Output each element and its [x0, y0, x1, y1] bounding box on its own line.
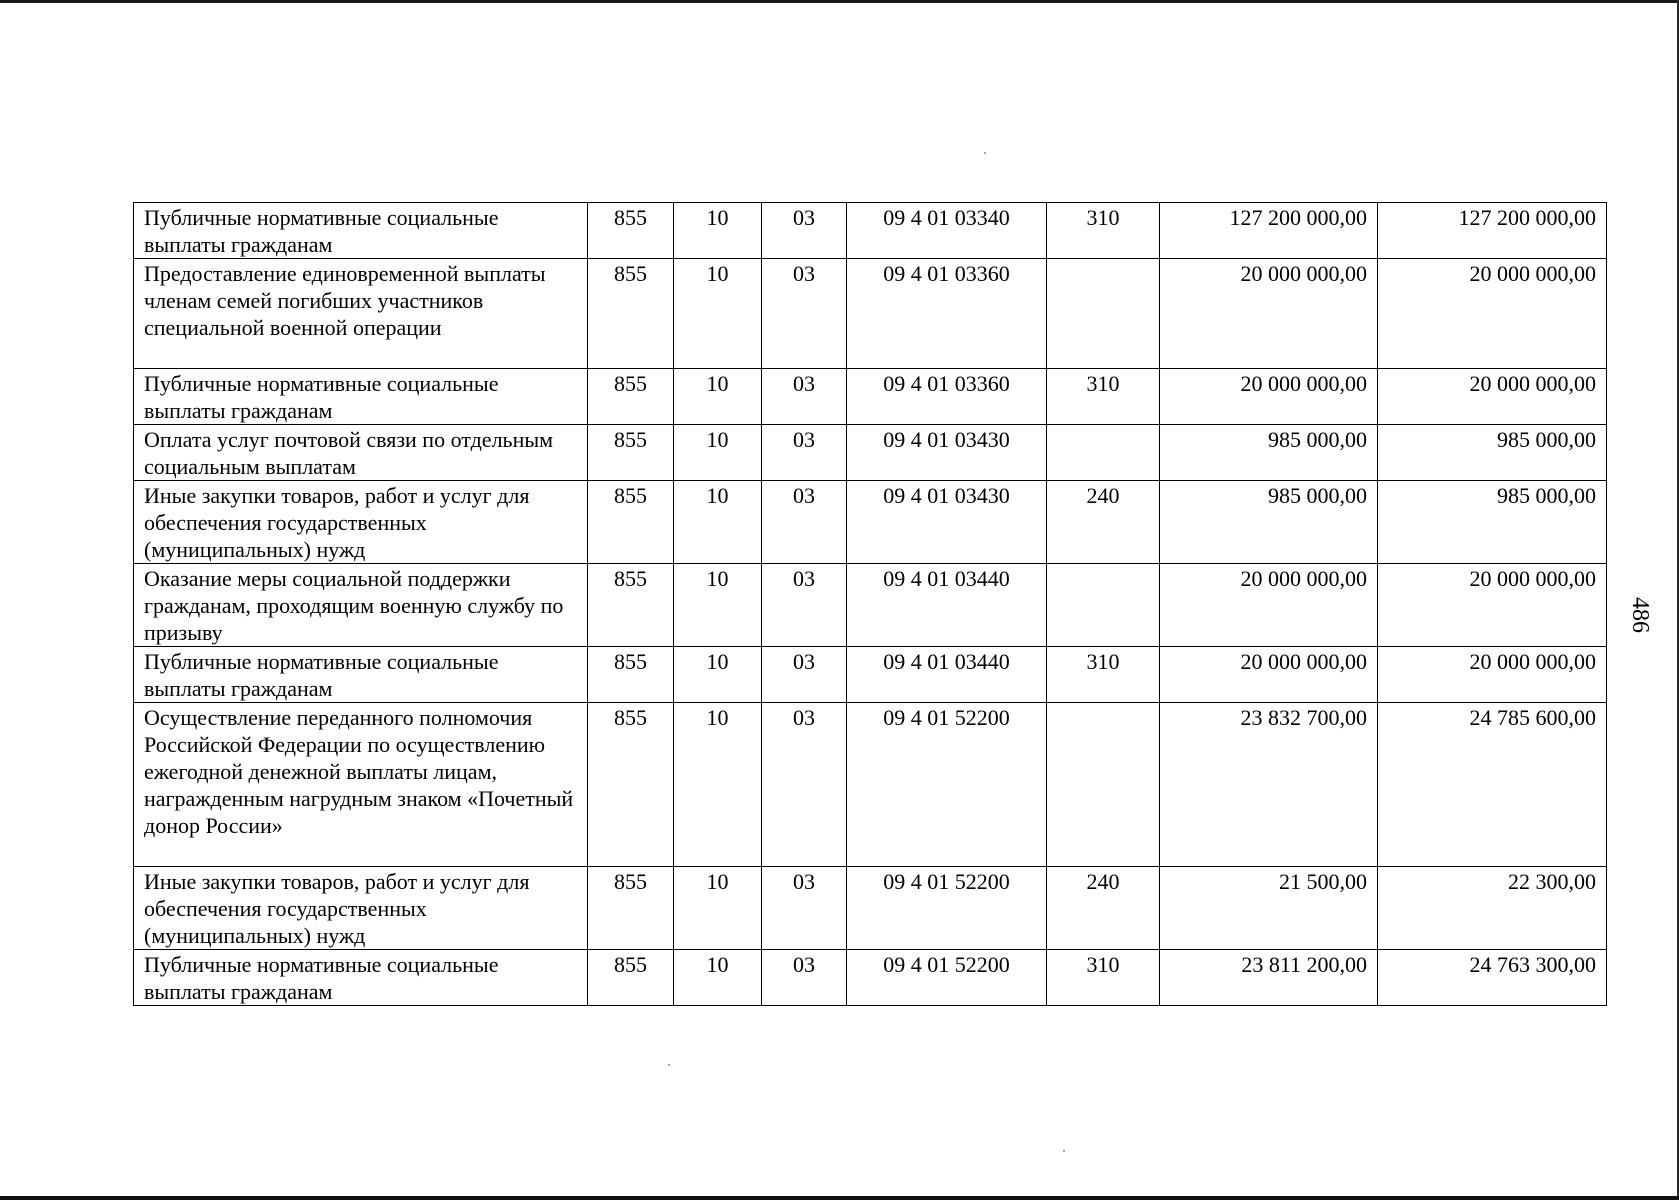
row-target-article: 09 4 01 03440 — [847, 564, 1047, 647]
row-name: Публичные нормативные социальные выплаты гражданам — [134, 203, 588, 259]
row-subsection: 03 — [762, 369, 847, 425]
table-row — [134, 867, 1607, 950]
row-section: 10 — [674, 950, 762, 1006]
row-grbs: 855 — [588, 564, 674, 647]
table-row — [134, 703, 1607, 867]
row-expense-type: 310 — [1047, 950, 1160, 1006]
row-grbs: 855 — [588, 703, 674, 867]
row-section: 10 — [674, 564, 762, 647]
row-target-article: 09 4 01 52200 — [847, 867, 1047, 950]
row-amount-1: 20 000 000,00 — [1160, 564, 1378, 647]
row-subsection: 03 — [762, 703, 847, 867]
row-expense-type — [1047, 259, 1160, 369]
scan-speck — [668, 1064, 670, 1066]
budget-table — [133, 202, 1607, 1006]
row-amount-1: 21 500,00 — [1160, 867, 1378, 950]
table-row — [134, 203, 1607, 259]
row-amount-2: 20 000 000,00 — [1378, 369, 1607, 425]
row-expense-type: 310 — [1047, 369, 1160, 425]
row-section: 10 — [674, 703, 762, 867]
row-target-article: 09 4 01 03360 — [847, 369, 1047, 425]
row-amount-2: 127 200 000,00 — [1378, 203, 1607, 259]
row-expense-type: 310 — [1047, 203, 1160, 259]
row-amount-1: 20 000 000,00 — [1160, 259, 1378, 369]
row-amount-1: 23 832 700,00 — [1160, 703, 1378, 867]
row-grbs: 855 — [588, 369, 674, 425]
row-expense-type — [1047, 425, 1160, 481]
row-section: 10 — [674, 867, 762, 950]
table-row — [134, 647, 1607, 703]
row-grbs: 855 — [588, 203, 674, 259]
table-row — [134, 369, 1607, 425]
row-amount-1: 20 000 000,00 — [1160, 369, 1378, 425]
row-grbs: 855 — [588, 950, 674, 1006]
row-amount-1: 127 200 000,00 — [1160, 203, 1378, 259]
row-amount-1: 985 000,00 — [1160, 425, 1378, 481]
row-grbs: 855 — [588, 481, 674, 564]
row-amount-2: 20 000 000,00 — [1378, 564, 1607, 647]
row-name: Публичные нормативные социальные выплаты гражданам — [134, 647, 588, 703]
table-row — [134, 950, 1607, 1006]
row-section: 10 — [674, 369, 762, 425]
row-target-article: 09 4 01 03440 — [847, 647, 1047, 703]
row-amount-2: 24 763 300,00 — [1378, 950, 1607, 1006]
row-target-article: 09 4 01 03340 — [847, 203, 1047, 259]
table-row — [134, 425, 1607, 481]
row-subsection: 03 — [762, 950, 847, 1006]
row-grbs: 855 — [588, 867, 674, 950]
row-target-article: 09 4 01 52200 — [847, 703, 1047, 867]
row-section: 10 — [674, 647, 762, 703]
row-section: 10 — [674, 203, 762, 259]
row-subsection: 03 — [762, 867, 847, 950]
row-section: 10 — [674, 425, 762, 481]
row-amount-2: 24 785 600,00 — [1378, 703, 1607, 867]
row-name: Иные закупки товаров, работ и услуг для обеспечения государственных (муниципальных) нужд — [134, 867, 588, 950]
row-target-article: 09 4 01 03360 — [847, 259, 1047, 369]
row-target-article: 09 4 01 52200 — [847, 950, 1047, 1006]
row-grbs: 855 — [588, 425, 674, 481]
row-expense-type: 240 — [1047, 481, 1160, 564]
scan-border-top — [0, 0, 1679, 3]
row-amount-1: 985 000,00 — [1160, 481, 1378, 564]
row-expense-type — [1047, 564, 1160, 647]
table-row — [134, 564, 1607, 647]
row-expense-type: 310 — [1047, 647, 1160, 703]
row-subsection: 03 — [762, 647, 847, 703]
row-name: Публичные нормативные социальные выплаты гражданам — [134, 369, 588, 425]
row-name: Иные закупки товаров, работ и услуг для обеспечения государственных (муниципальных) нужд — [134, 481, 588, 564]
row-expense-type — [1047, 703, 1160, 867]
scan-speck — [984, 152, 986, 154]
row-section: 10 — [674, 259, 762, 369]
row-amount-1: 20 000 000,00 — [1160, 647, 1378, 703]
row-grbs: 855 — [588, 259, 674, 369]
row-amount-2: 985 000,00 — [1378, 425, 1607, 481]
row-name: Оплата услуг почтовой связи по отдельным социальным выплатам — [134, 425, 588, 481]
row-amount-2: 20 000 000,00 — [1378, 259, 1607, 369]
row-expense-type: 240 — [1047, 867, 1160, 950]
row-subsection: 03 — [762, 564, 847, 647]
row-subsection: 03 — [762, 481, 847, 564]
page-number: 486 — [1627, 597, 1653, 633]
scan-border-bottom — [0, 1196, 1679, 1200]
table-row — [134, 259, 1607, 369]
row-amount-1: 23 811 200,00 — [1160, 950, 1378, 1006]
row-name: Публичные нормативные социальные выплаты гражданам — [134, 950, 588, 1006]
row-target-article: 09 4 01 03430 — [847, 425, 1047, 481]
row-section: 10 — [674, 481, 762, 564]
row-subsection: 03 — [762, 203, 847, 259]
scan-speck — [1063, 1150, 1065, 1152]
row-amount-2: 20 000 000,00 — [1378, 647, 1607, 703]
row-name: Оказание меры социальной поддержки гражданам, проходящим военную службу по призыву — [134, 564, 588, 647]
row-subsection: 03 — [762, 259, 847, 369]
row-name: Осуществление переданного полномочия Российской Федерации по осуществлению ежегодной денежной выплаты лицам, награжденным нагрудным знаком «Почетный донор России» — [134, 703, 588, 867]
row-subsection: 03 — [762, 425, 847, 481]
row-name: Предоставление единовременной выплаты членам семей погибших участников специальной военной операции — [134, 259, 588, 369]
row-grbs: 855 — [588, 647, 674, 703]
row-amount-2: 22 300,00 — [1378, 867, 1607, 950]
table-row — [134, 481, 1607, 564]
row-target-article: 09 4 01 03430 — [847, 481, 1047, 564]
row-amount-2: 985 000,00 — [1378, 481, 1607, 564]
